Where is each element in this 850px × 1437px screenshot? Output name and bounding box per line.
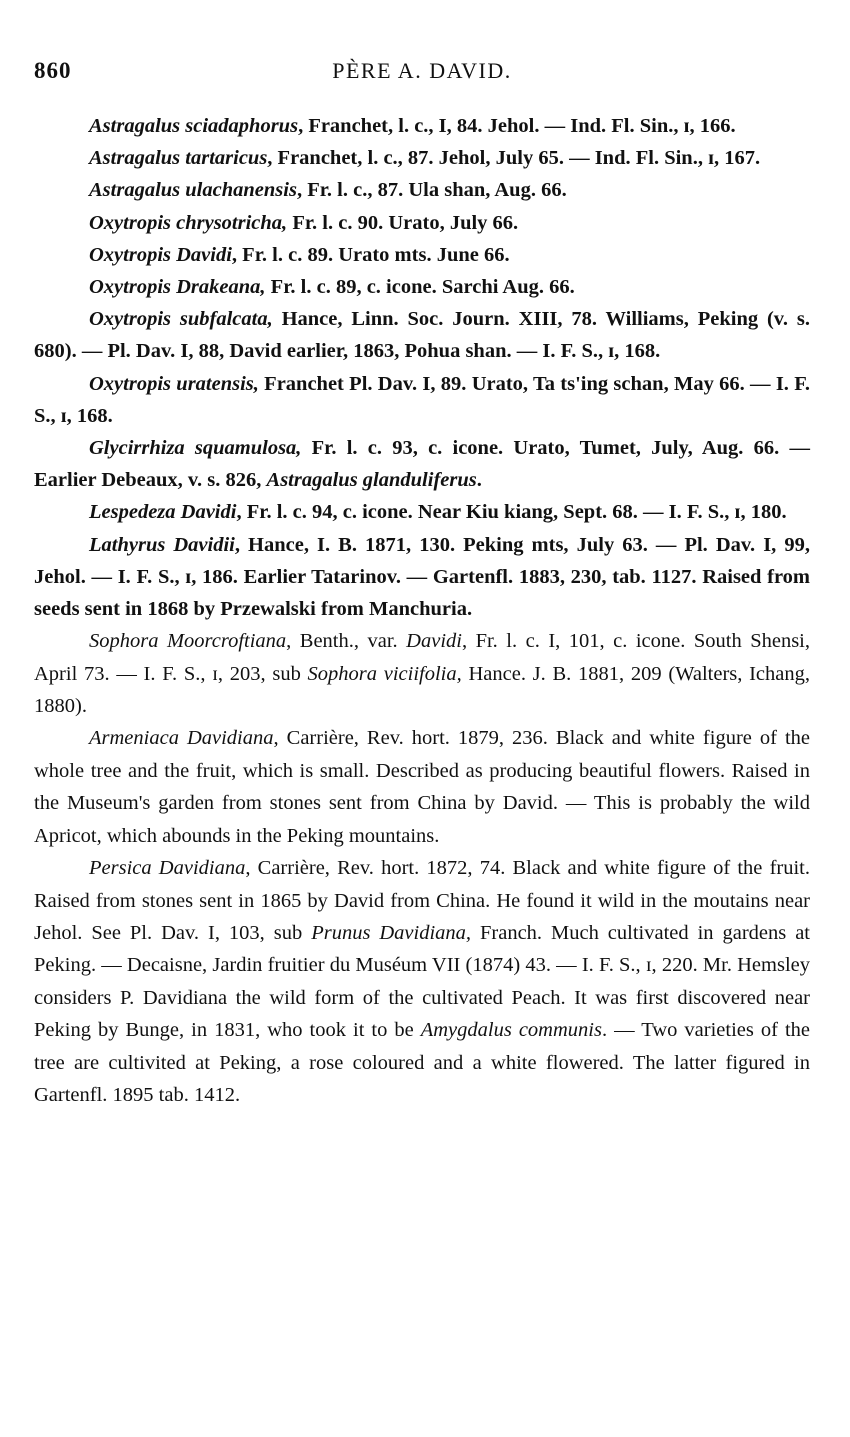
species-name: Armeniaca Davidiana: [89, 727, 274, 750]
entry-glycirrhiza-squamulosa: [34, 432, 810, 496]
species-name: Astragalus sciadaphorus: [89, 115, 299, 137]
species-name: Astragalus tartaricus: [89, 147, 268, 170]
entry-lathyrus-davidii: [34, 529, 810, 626]
entry-text: Franchet Pl. Dav. I, 89. Urato, Ta ts'ing schan, May 66. — I. F. S., ɪ, 168.: [34, 372, 810, 427]
species-name: Glycirrhiza squamulosa,: [89, 437, 302, 460]
entry-sophora-moorcroftiana: [34, 625, 810, 722]
running-head: PÈRE A. DAVID.: [332, 58, 512, 83]
species-name-secondary: Davidi: [406, 630, 462, 653]
species-name: Lespedeza Davidi: [89, 501, 237, 524]
species-name: Oxytropis Drakeana,: [89, 276, 266, 299]
entry-text: Fr. l. c. 93, c. icone. Urato, Tumet, July, Aug. 66. — Earlier Debeaux, v. s. 826,: [34, 437, 810, 492]
entry-oxytropis-chrysotricha: [34, 207, 810, 239]
entry-oxytropis-uratensis: [34, 368, 810, 432]
entry-astragalus-ulachanensis: [34, 174, 810, 206]
entry-text-tertiary: Hance. J. B. 1881, 209 (Walters, Ichang, 1880).: [34, 662, 810, 718]
species-name: Sophora Moorcroftiana: [89, 630, 287, 653]
species-name: Oxytropis subfalcata,: [89, 308, 273, 331]
body-text: [34, 110, 810, 1111]
entry-text-secondary: .: [476, 469, 482, 492]
entry-oxytropis-subfalcata: [34, 303, 810, 367]
entry-text: Fr. l. c. 89, c. icone. Sarchi Aug. 66.: [265, 276, 575, 299]
entry-text: , Franchet, l. c., 87. Jehol, July 65. — Ind. Fl. Sin., ɪ, 167.: [267, 147, 761, 170]
species-name-secondary: Prunus Davidiana,: [311, 921, 472, 944]
entry-text: Hance, Linn. Soc. Journ. XIII, 78. Williams, Peking (v. s. 680). — Pl. Dav. I, 88, David earlier, 1863, Pohua shan. — I. F. S., ɪ, 168.: [34, 308, 810, 363]
entry-text: , Benth., var.: [286, 630, 407, 653]
species-name-tertiary: Sophora viciifolia,: [307, 662, 462, 685]
entry-text: , Fr. l. c., 87. Ula shan, Aug. 66.: [296, 179, 567, 202]
page-header: [34, 58, 810, 92]
entry-text: , Franchet, l. c., I, 84. Jehol. — Ind. Fl. Sin., ɪ, 166.: [298, 115, 736, 137]
entry-text-secondary: , Fr. l. c. I, 101, c. icone. South Shensi, April 73. — I. F. S., ɪ, 203, sub: [34, 630, 810, 685]
species-name-secondary: Astragalus glanduliferus: [266, 469, 477, 492]
species-name-tertiary: Amygdalus communis: [420, 1019, 602, 1042]
entry-text: , Carrière, Rev. hort. 1879, 236. Black and white figure of the whole tree and the fruit, which is small. Described as producing beautiful flowers. Raised in the Museum's garden from stones sent from China by David. — This is probably the wild Apricot, which abounds in the Peking mountains.: [34, 727, 811, 847]
species-name: Persica Davidiana: [89, 857, 246, 880]
entry-text-tertiary: . — Two varieties of the tree are cultivited at Peking, a rose coloured and a white flowered. The latter figured in Gartenfl. 1895 tab. 1412.: [34, 1019, 810, 1106]
entry-lespedeza-davidi: [34, 496, 810, 528]
entry-text: , Fr. l. c. 94, c. icone. Near Kiu kiang, Sept. 68. — I. F. S., ɪ, 180.: [236, 501, 787, 524]
entry-text-secondary: Franch. Much cultivated in gardens at Peking. — Decaisne, Jardin fruitier du Muséum VII (1874) 43. — I. F. S., ɪ, 220. Mr. Hemsley considers P. Davidiana the wild form of the cultivated Peach. It was first discovered near Peking by Bunge, in 1831, who took it to be: [34, 921, 810, 1042]
entry-text: , Carrière, Rev. hort. 1872, 74. Black and white figure of the fruit. Raised from stones sent in 1865 by David from China. He found it wild in the moutains near Jehol. See Pl. Dav. I, 103, sub: [34, 857, 810, 944]
entry-text: , Fr. l. c. 89. Urato mts. June 66.: [231, 243, 510, 266]
species-name: Lathyrus Davidii: [89, 533, 235, 556]
entry-astragalus-tartaricus: [34, 142, 810, 174]
entry-text: Fr. l. c. 90. Urato, July 66.: [287, 211, 519, 234]
species-name: Astragalus ulachanensis: [89, 179, 297, 202]
entry-persica-davidiana: [34, 852, 810, 1111]
entry-text: , Hance, I. B. 1871, 130. Peking mts, July 63. — Pl. Dav. I, 99, Jehol. — I. F. S., ɪ, 186. Earlier Tatarinov. — Gartenfl. 1883, 230, tab. 1127. Raised from seeds sent in 1868 by Przewalski from Manchuria.: [34, 533, 810, 621]
species-name: Oxytropis chrysotricha,: [89, 211, 288, 234]
entry-oxytropis-drakeana: [34, 271, 810, 303]
species-name: Oxytropis Davidi: [89, 243, 232, 266]
entry-armeniaca-davidiana: [34, 722, 810, 852]
species-name: Oxytropis uratensis,: [89, 372, 259, 395]
entry-oxytropis-davidi: [34, 239, 810, 271]
entry-astragalus-sciadaphorus: [34, 110, 810, 142]
page-number: 860: [34, 58, 72, 83]
